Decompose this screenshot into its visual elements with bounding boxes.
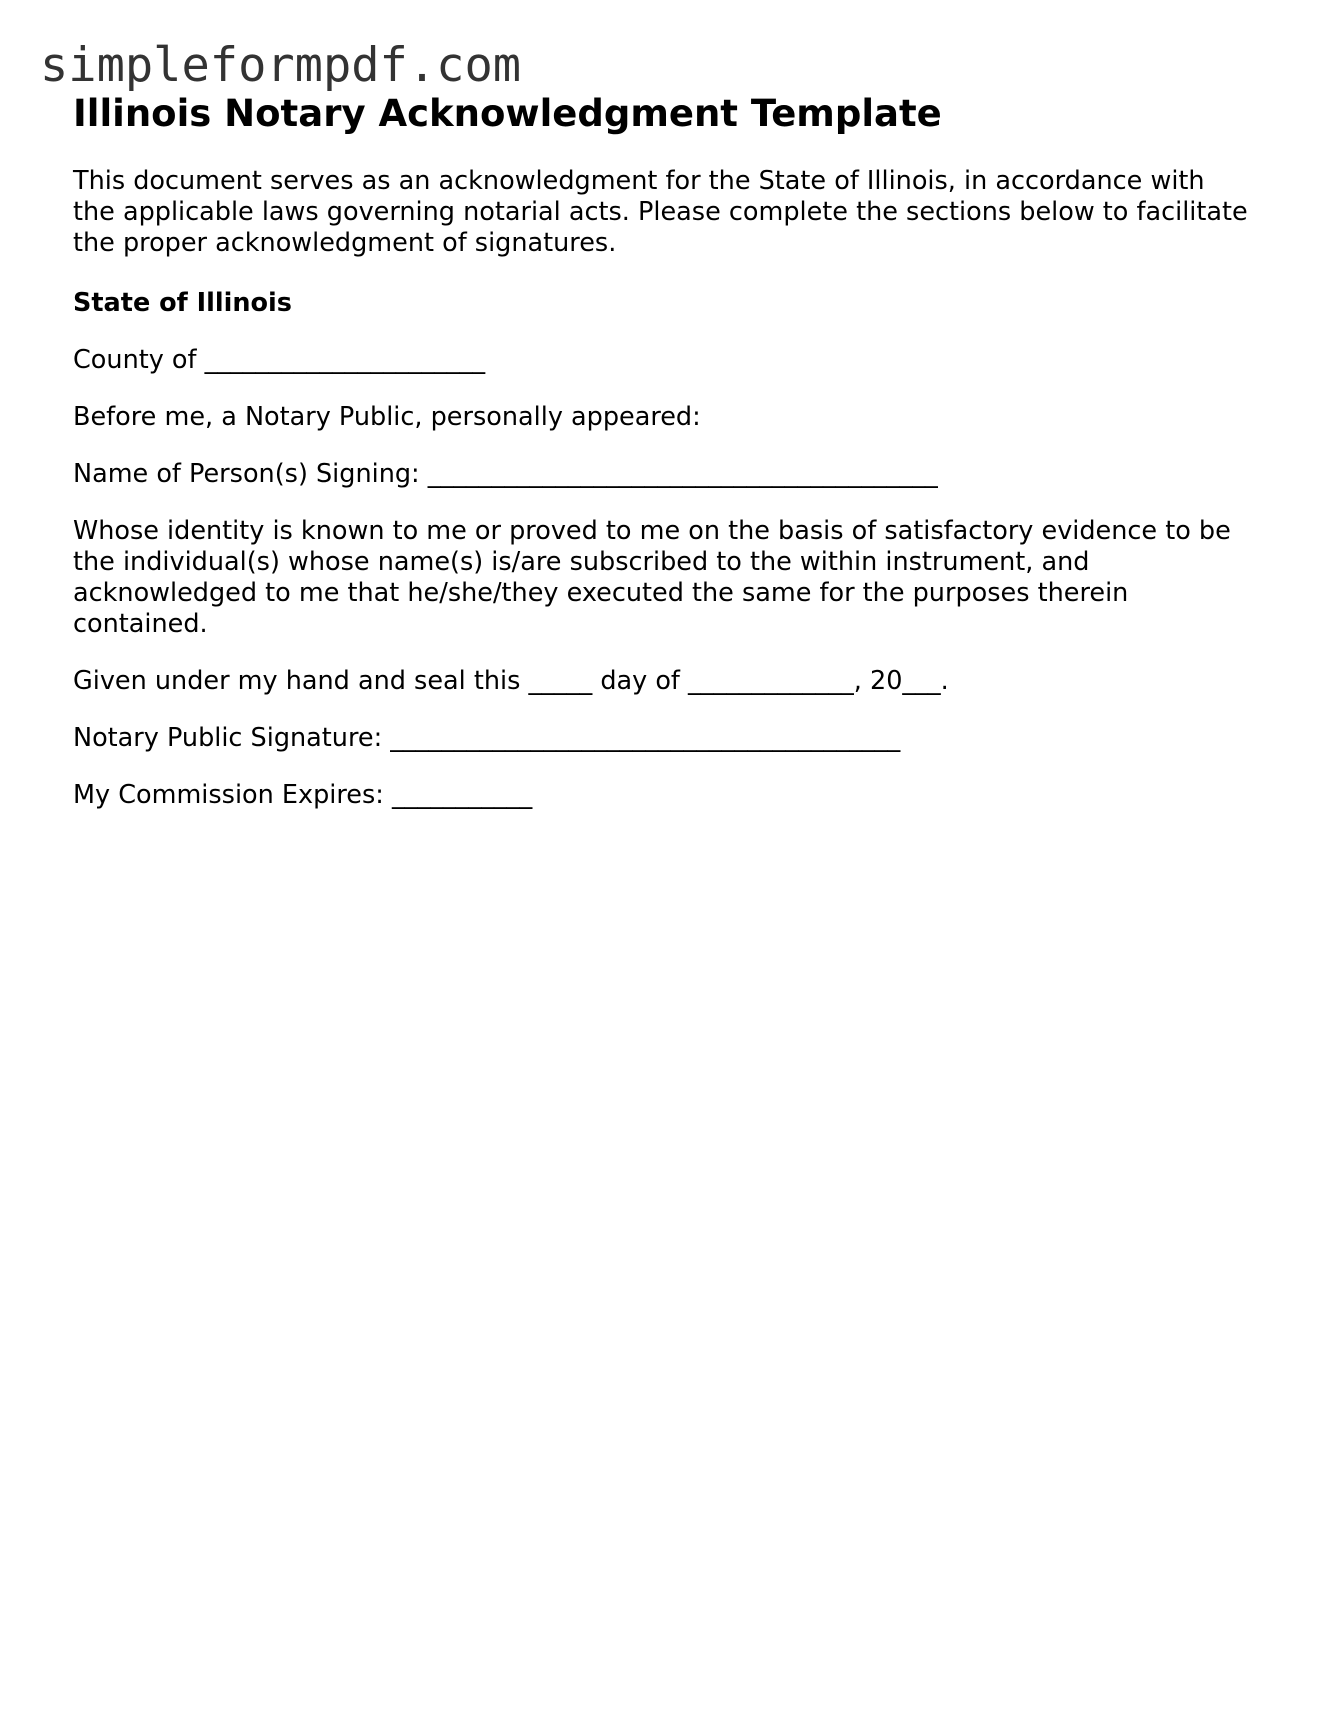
- given-date-field-line: Given under my hand and seal this _____ day of _____________, 20___.: [73, 666, 949, 696]
- state-heading: State of Illinois: [73, 288, 292, 318]
- before-me-statement: Before me, a Notary Public, personally appeared:: [73, 402, 701, 432]
- document-title: Illinois Notary Acknowledgment Template: [73, 92, 942, 135]
- watermark-logo-text: simpleformpdf.com: [40, 38, 522, 93]
- document-page: [73, 88, 1256, 811]
- signer-name-field-line: Name of Person(s) Signing: ________________________________________: [73, 459, 938, 489]
- county-field-line: County of ______________________: [73, 345, 486, 375]
- intro-paragraph: This document serves as an acknowledgment for the State of Illinois, in accordance with the applicable laws governing notarial acts. Please complete the sections below to facilitate the proper acknowledgment of signatures.: [73, 166, 1256, 258]
- notary-signature-field-line: Notary Public Signature: ________________________________________: [73, 723, 901, 753]
- identity-paragraph: Whose identity is known to me or proved to me on the basis of satisfactory evidence to be the individual(s) whose name(s) is/are subscribed to the within instrument, and acknowledged to me that he/she/they executed the same for the purposes therein contained.: [73, 516, 1239, 639]
- commission-expiry-field-line: My Commission Expires: ___________: [73, 780, 533, 810]
